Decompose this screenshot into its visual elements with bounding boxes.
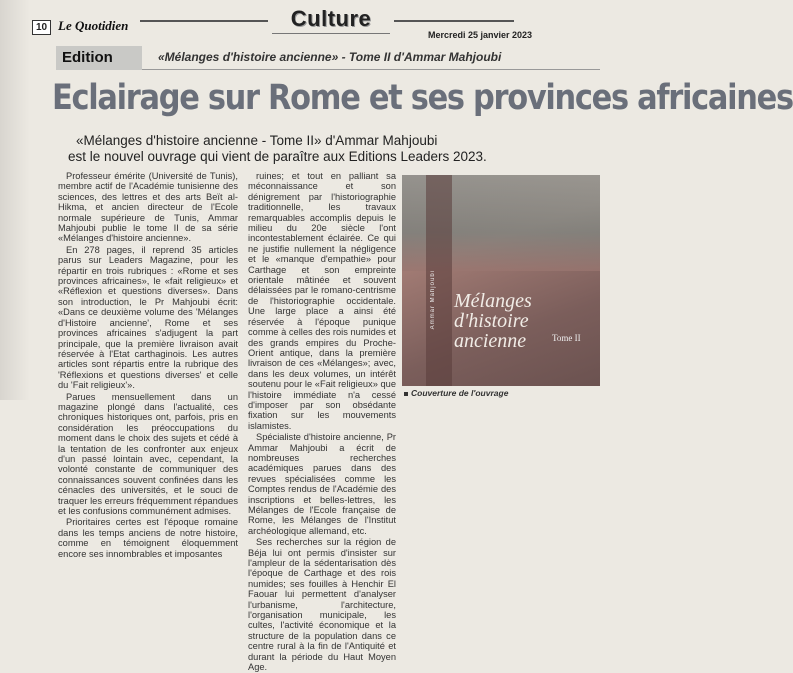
paragraph: Ses recherches sur la région de Béja lui ont permis d'insister sur l'ampleur de la sédentarisation dès l'époque de Carthage et des rois numides; ses fouilles à Henchir El Faouar lui permettent d'analyser l'urbanisme, l'architecture, l'organisation municipale, les cultes, l'activité économique et la structure de la population dans ce centre rural à la fin de l'Antiquité et durant la période du Haut Moyen Age. xyxy=(248,537,396,673)
article-column-2 xyxy=(248,171,396,673)
caption-text: Couverture de l'ouvrage xyxy=(411,388,509,398)
paragraph: Prioritaires certes est l'époque romaine dans les temps anciens de notre histoire, comme en témoignent éloquemment encore ses innombrables et imposantes xyxy=(58,517,238,559)
paragraph: Parues mensuellement dans un magazine plongé dans l'actualité, ces chroniques historiques ont, parfois, pris en considération les préoccupations du moment dans le choix des sujets et cédé à la tentation de les confronter aux enjeux d'un passé lointain avec, cependant, la volonté constante de communiquer des connaissances souvent confinées dans les cénacles des universités, et le souci de traquer les erreurs fréquemment répandues et les confusions communément admises. xyxy=(58,391,238,516)
paragraph: ruines; et tout en palliant sa méconnaissance et son dénigrement par l'historiographie traditionnelle, les travaux remarquables accomplis depuis le milieu du 20e siècle l'ont incontestablement éclairée. Ce qui ne justifie nullement la négligence et le «manque d'empathie» pour Carthage et son empreinte orientale mâtinée et souvent délaissées par le romano-centrisme de l'historiographie occidentale. Une large place a ainsi été réservée à l'époque punique comme à celles des rois numides et des grands empires du Proche-Orient antique, dans la première livraison de ces «Mélanges»; avec, dans les deux volumes, un intérêt soutenu pour le «Fait religieux» que l'histoire immédiate n'a cessé d'imposer par son obsédante fixation sur les mouvements islamistes. xyxy=(248,171,396,431)
cover-spine-text: Ammar Mahjoubi xyxy=(430,270,436,330)
paragraph: Professeur émérite (Université de Tunis), membre actif de l'Académie tunisienne des sciences, des lettres et des arts Beït al-Hikma, et ancien directeur de l'Ecole normale supérieure de Tunis, Ammar Mahjoubi publie le tome II de sa série «Mélanges d'histoire ancienne». xyxy=(58,171,238,244)
article-lead xyxy=(68,133,596,164)
article-headline: Eclairage sur Rome et ses provinces africaines xyxy=(52,78,793,118)
cover-title: Mélanges d'histoire ancienne xyxy=(454,290,532,352)
kicker-text: «Mélanges d'histoire ancienne» - Tome II d'Ammar Mahjoubi xyxy=(158,50,502,64)
page-gutter-shadow xyxy=(0,0,30,400)
lead-line-2: est le nouvel ouvrage qui vient de paraître aux Editions Leaders 2023. xyxy=(68,148,487,164)
paragraph: En 278 pages, il reprend 35 articles parus sur Leaders Magazine, pour les répartir en trois rubriques : «Rome et ses provinces africaines», le «fait religieux» et «Réflexion et questions diverses». Dans son introduction, le Pr Mahjoubi écrit: «Dans ce deuxième volume des 'Mélanges d'Histoire ancienne', Rome et ses provinces africaines s'adjugent la part principale, que la première livraison avait réservée à l'Etat carthaginois. Les autres articles sont répartis entre la rubrique des 'Réflexions et questions diverses' et celle du 'Fait religieux'». xyxy=(58,244,238,391)
section-rule-right xyxy=(394,20,514,22)
cover-volume: Tome II xyxy=(552,333,581,343)
caption-bullet-icon xyxy=(404,392,408,396)
kicker-tab: Edition xyxy=(56,46,142,70)
section-rule-left xyxy=(140,20,268,22)
page-header xyxy=(0,0,600,46)
lead-line-1: «Mélanges d'histoire ancienne - Tome II» d'Ammar Mahjoubi xyxy=(76,133,438,148)
newspaper-name: Le Quotidien xyxy=(58,18,129,33)
image-caption xyxy=(404,388,508,398)
paragraph: Spécialiste d'histoire ancienne, Pr Ammar Mahjoubi a écrit de nombreuses recherches académiques parues dans des revues spécialisées comme les Comptes rendus de l'Académie des inscriptions et belles-lettres, les Mélanges de l'Ecole française de Rome, les Mélanges de l'Institut archéologique allemand, etc. xyxy=(248,432,396,536)
book-cover-image xyxy=(402,175,600,386)
article-column-1 xyxy=(58,171,238,559)
section-title: Culture xyxy=(272,6,390,34)
issue-date: Mercredi 25 janvier 2023 xyxy=(428,30,533,40)
page-number: 10 xyxy=(32,20,51,35)
